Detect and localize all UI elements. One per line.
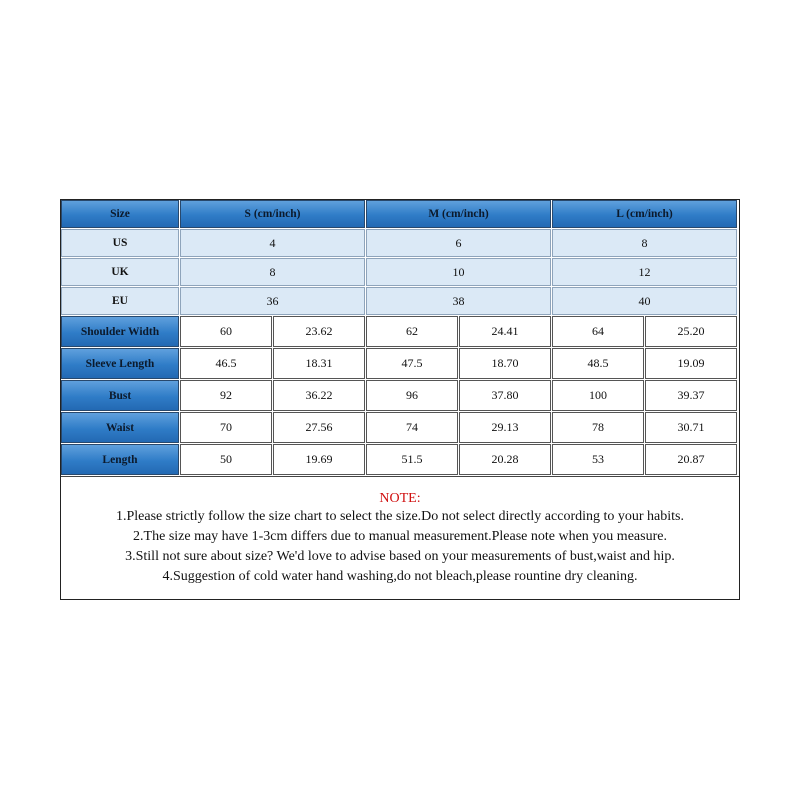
table-cell: 39.37	[645, 380, 737, 411]
table-cell: 60	[180, 316, 272, 347]
column-header-l: L (cm/inch)	[552, 200, 737, 228]
table-cell: 62	[366, 316, 458, 347]
table-cell: 96	[366, 380, 458, 411]
table-cell: 6	[366, 229, 551, 257]
column-header-s: S (cm/inch)	[180, 200, 365, 228]
table-cell: 51.5	[366, 444, 458, 475]
table-cell: 36	[180, 287, 365, 315]
table-cell: 20.87	[645, 444, 737, 475]
table-cell: 12	[552, 258, 737, 286]
column-header-m: M (cm/inch)	[366, 200, 551, 228]
table-cell: 8	[180, 258, 365, 286]
row-label: Waist	[61, 412, 179, 443]
table-cell: 78	[552, 412, 644, 443]
table-cell: 36.22	[273, 380, 365, 411]
note-line: 2.The size may have 1-3cm differs due to manual measurement.Please note when you measure.	[133, 529, 667, 544]
table-cell: 40	[552, 287, 737, 315]
size-table	[61, 200, 739, 476]
table-cell: 10	[366, 258, 551, 286]
row-label: Bust	[61, 380, 179, 411]
row-label: Length	[61, 444, 179, 475]
table-cell: 4	[180, 229, 365, 257]
row-label: US	[61, 229, 179, 257]
table-cell: 64	[552, 316, 644, 347]
table-cell: 53	[552, 444, 644, 475]
row-label: Shoulder Width	[61, 316, 179, 347]
note-section	[61, 476, 739, 600]
table-cell: 20.28	[459, 444, 551, 475]
table-cell: 19.09	[645, 348, 737, 379]
table-cell: 19.69	[273, 444, 365, 475]
table-cell: 47.5	[366, 348, 458, 379]
table-cell: 46.5	[180, 348, 272, 379]
table-cell: 18.31	[273, 348, 365, 379]
table-cell: 18.70	[459, 348, 551, 379]
table-cell: 74	[366, 412, 458, 443]
size-chart	[60, 199, 740, 600]
table-cell: 100	[552, 380, 644, 411]
note-title: NOTE:	[379, 491, 421, 506]
note-line: 3.Still not sure about size? We'd love to advise based on your measurements of bust,waist and hip.	[125, 549, 675, 564]
table-row	[61, 380, 739, 412]
table-row	[61, 316, 739, 348]
note-line: 1.Please strictly follow the size chart to select the size.Do not select directly according to your habits.	[116, 509, 684, 524]
table-cell: 50	[180, 444, 272, 475]
table-cell: 27.56	[273, 412, 365, 443]
note-line: 4.Suggestion of cold water hand washing,do not bleach,please rountine dry cleaning.	[162, 569, 638, 584]
table-cell: 29.13	[459, 412, 551, 443]
table-cell: 70	[180, 412, 272, 443]
table-cell: 37.80	[459, 380, 551, 411]
table-cell: 48.5	[552, 348, 644, 379]
row-label: Sleeve Length	[61, 348, 179, 379]
table-cell: 25.20	[645, 316, 737, 347]
table-cell: 30.71	[645, 412, 737, 443]
table-cell: 8	[552, 229, 737, 257]
size-header: Size	[61, 200, 179, 228]
row-label: EU	[61, 287, 179, 315]
table-cell: 23.62	[273, 316, 365, 347]
table-row	[61, 348, 739, 380]
table-cell: 38	[366, 287, 551, 315]
table-row	[61, 287, 739, 316]
row-label: UK	[61, 258, 179, 286]
table-header-row	[61, 200, 739, 229]
table-row	[61, 258, 739, 287]
table-cell: 92	[180, 380, 272, 411]
table-cell: 24.41	[459, 316, 551, 347]
table-row	[61, 444, 739, 476]
table-row	[61, 229, 739, 258]
table-row	[61, 412, 739, 444]
